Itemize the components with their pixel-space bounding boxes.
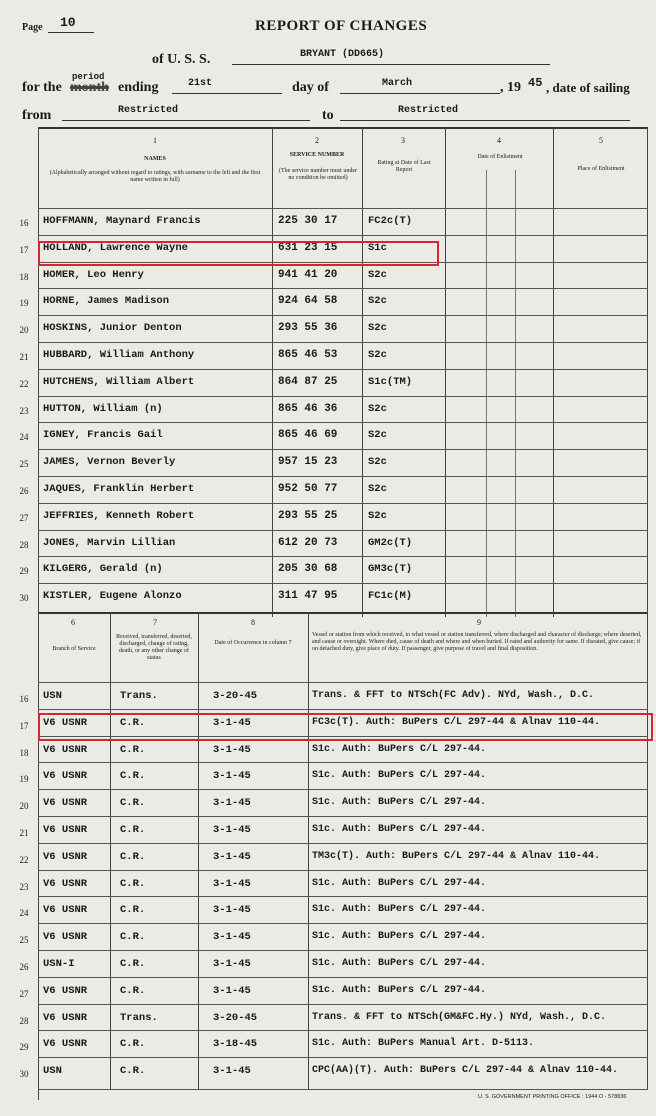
- top-table-left-border: [38, 127, 39, 617]
- top-row-divider: [38, 476, 648, 477]
- row-number: 26: [19, 486, 29, 496]
- top-row-divider: [38, 530, 648, 531]
- row-number: 16: [19, 218, 29, 228]
- highlight-box-row17-bottom: [38, 713, 653, 741]
- for-the-label: for the: [22, 80, 62, 95]
- branch-of-service: V6 USNR: [43, 744, 88, 756]
- row-number: 25: [19, 459, 29, 469]
- bottom-row-divider: [38, 682, 648, 683]
- col-divider-4: [553, 127, 554, 617]
- service-number: 311 47 95: [278, 590, 338, 602]
- change-of-status: C.R.: [120, 904, 146, 916]
- service-number: 293 55 36: [278, 322, 338, 334]
- report-title: REPORT OF CHANGES: [255, 18, 428, 34]
- branch-of-service: USN-I: [43, 958, 75, 970]
- service-number: 864 87 25: [278, 376, 338, 388]
- member-name: HUTCHENS, William Albert: [43, 376, 195, 388]
- date-of-occurrence: 3-1-45: [213, 931, 251, 943]
- row-number: 18: [19, 748, 29, 758]
- branch-of-service: V6 USNR: [43, 878, 88, 890]
- enlist-sub-divider-2: [515, 170, 516, 617]
- date-of-occurrence: 3-1-45: [213, 1065, 251, 1077]
- col6-title: Branch of Service: [52, 646, 96, 652]
- year-suffix: 45: [528, 76, 543, 90]
- service-number: 865 46 53: [278, 349, 338, 361]
- rating-last-report: FC1c(M): [368, 590, 413, 602]
- row-number: 30: [19, 593, 29, 603]
- to-label: to: [322, 108, 334, 123]
- to-underline: [340, 120, 630, 121]
- bottom-table-right-border: [647, 612, 648, 1090]
- member-name: KILGERG, Gerald (n): [43, 563, 163, 575]
- change-of-status: Trans.: [120, 690, 158, 702]
- margin-mark: [38, 1090, 39, 1100]
- branch-of-service: V6 USNR: [43, 904, 88, 916]
- remarks: Trans. & FFT to NTSch(GM&FC.Hy.) NYd, Wash., D.C.: [312, 1012, 607, 1023]
- col7-number: 7: [153, 618, 157, 627]
- row-number: 28: [19, 540, 29, 550]
- row-number: 23: [19, 406, 29, 416]
- rating-last-report: S2c: [368, 269, 387, 281]
- bottom-row-divider: [38, 1057, 648, 1058]
- ending-day: 21st: [188, 78, 213, 89]
- date-of-occurrence: 3-20-45: [213, 1012, 258, 1024]
- top-table-right-border: [647, 127, 648, 617]
- member-name: JEFFRIES, Kenneth Robert: [43, 510, 195, 522]
- change-of-status: C.R.: [120, 744, 146, 756]
- row-number: 28: [19, 1016, 29, 1026]
- change-of-status: C.R.: [120, 770, 146, 782]
- top-row-divider: [38, 422, 648, 423]
- bcol-divider-1: [110, 612, 111, 1090]
- bottom-row-divider: [38, 977, 648, 978]
- change-of-status: C.R.: [120, 985, 146, 997]
- top-row-divider: [38, 208, 648, 209]
- row-number: 21: [19, 352, 29, 362]
- change-of-status: C.R.: [120, 851, 146, 863]
- ship-name: BRYANT (DD665): [300, 49, 385, 60]
- bcol-divider-2: [198, 612, 199, 1090]
- change-of-status: C.R.: [120, 958, 146, 970]
- top-row-divider: [38, 369, 648, 370]
- member-name: HUTTON, William (n): [43, 403, 163, 415]
- bottom-row-divider: [38, 1030, 648, 1031]
- row-number: 20: [19, 325, 29, 335]
- month-underline: [340, 93, 500, 94]
- service-number: 957 15 23: [278, 456, 338, 468]
- top-row-divider: [38, 556, 648, 557]
- col3-number: 3: [401, 136, 405, 145]
- top-row-divider: [38, 342, 648, 343]
- branch-of-service: V6 USNR: [43, 985, 88, 997]
- row-number: 16: [19, 694, 29, 704]
- member-name: JAMES, Vernon Beverly: [43, 456, 176, 468]
- bottom-row-divider: [38, 870, 648, 871]
- service-number: 941 41 20: [278, 269, 338, 281]
- col8-number: 8: [251, 618, 255, 627]
- col1-title: NAMES: [144, 156, 166, 162]
- bottom-row-divider: [38, 789, 648, 790]
- date-of-occurrence: 3-1-45: [213, 985, 251, 997]
- date-of-occurrence: 3-18-45: [213, 1038, 258, 1050]
- row-number: 22: [19, 379, 29, 389]
- row-number: 27: [19, 513, 29, 523]
- rating-last-report: S2c: [368, 295, 387, 307]
- service-number: 924 64 58: [278, 295, 338, 307]
- member-name: IGNEY, Francis Gail: [43, 429, 163, 441]
- rating-last-report: FC2c(T): [368, 215, 413, 227]
- row-number: 19: [19, 774, 29, 784]
- remarks: S1c. Auth: BuPers C/L 297-44.: [312, 878, 487, 889]
- branch-of-service: V6 USNR: [43, 797, 88, 809]
- top-row-divider: [38, 583, 648, 584]
- member-name: HORNE, James Madison: [43, 295, 170, 307]
- top-row-divider: [38, 288, 648, 289]
- service-number: 631 23 15: [278, 242, 338, 254]
- bottom-row-divider: [38, 762, 648, 763]
- row-number: 22: [19, 855, 29, 865]
- rating-last-report: S2c: [368, 483, 387, 495]
- col1-desc: (Alphabetically arranged without regard to ratings, with surname to the left and the first name written in full): [49, 170, 261, 183]
- branch-of-service: V6 USNR: [43, 931, 88, 943]
- row-number: 24: [19, 432, 29, 442]
- to-value: Restricted: [398, 105, 459, 116]
- bottom-row-divider: [38, 923, 648, 924]
- branch-of-service: USN: [43, 690, 62, 702]
- enlist-sub-divider-1: [486, 170, 487, 617]
- row-number: 17: [19, 245, 29, 255]
- remarks: S1c. Auth: BuPers C/L 297-44.: [312, 797, 487, 808]
- ending-label: ending: [118, 80, 159, 95]
- page-label: Page: [22, 22, 43, 33]
- col7-title: Received, transferred, deserted, discharged, change of rating, death, or any other change of status: [116, 634, 192, 661]
- col-divider-1: [272, 127, 273, 617]
- remarks: S1c. Auth: BuPers Manual Art. D-5113.: [312, 1038, 535, 1049]
- date-of-occurrence: 3-1-45: [213, 770, 251, 782]
- day-of-label: day of: [292, 80, 329, 95]
- col1-number: 1: [153, 136, 157, 145]
- change-of-status: C.R.: [120, 878, 146, 890]
- rating-last-report: S2c: [368, 429, 387, 441]
- top-row-divider: [38, 449, 648, 450]
- remarks: S1c. Auth: BuPers C/L 297-44.: [312, 931, 487, 942]
- bottom-row-divider: [38, 950, 648, 951]
- page-number-underline: [48, 32, 94, 33]
- rating-last-report: S2c: [368, 403, 387, 415]
- row-number: 27: [19, 989, 29, 999]
- date-of-occurrence: 3-1-45: [213, 851, 251, 863]
- col9-number: 9: [477, 618, 481, 627]
- col-divider-3: [445, 127, 446, 617]
- bottom-row-divider: [38, 816, 648, 817]
- member-name: JONES, Marvin Lillian: [43, 537, 176, 549]
- bottom-table-bottom-border: [38, 1089, 648, 1090]
- bottom-table-left-border: [38, 612, 39, 1090]
- service-number: 293 55 25: [278, 510, 338, 522]
- change-of-status: C.R.: [120, 717, 146, 729]
- date-of-occurrence: 3-1-45: [213, 878, 251, 890]
- page-number: 10: [60, 15, 76, 30]
- top-row-divider: [38, 315, 648, 316]
- row-number: 23: [19, 882, 29, 892]
- bottom-table-top-border: [38, 612, 648, 614]
- day-underline: [172, 93, 282, 94]
- col2-number: 2: [315, 136, 319, 145]
- date-of-occurrence: 3-1-45: [213, 744, 251, 756]
- row-number: 30: [19, 1069, 29, 1079]
- branch-of-service: V6 USNR: [43, 824, 88, 836]
- remarks: S1c. Auth: BuPers C/L 297-44.: [312, 985, 487, 996]
- service-number: 952 50 77: [278, 483, 338, 495]
- branch-of-service: V6 USNR: [43, 770, 88, 782]
- remarks: S1c. Auth: BuPers C/L 297-44.: [312, 770, 487, 781]
- top-row-divider: [38, 396, 648, 397]
- service-number: 865 46 36: [278, 403, 338, 415]
- col5-title: Place of Enlistment: [577, 166, 625, 172]
- change-of-status: C.R.: [120, 931, 146, 943]
- remarks: TM3c(T). Auth: BuPers C/L 297-44 & Alnav 110-44.: [312, 851, 601, 862]
- year-prefix: , 19: [500, 80, 521, 95]
- highlight-box-row17-top: [38, 241, 439, 266]
- member-name: KISTLER, Eugene Alonzo: [43, 590, 182, 602]
- member-name: HOFFMANN, Maynard Francis: [43, 215, 201, 227]
- rating-last-report: S1c(TM): [368, 376, 413, 388]
- col3-title: Rating at Date of Last Report: [377, 160, 431, 173]
- row-number: 24: [19, 908, 29, 918]
- remarks: S1c. Auth: BuPers C/L 297-44.: [312, 904, 487, 915]
- service-number: 225 30 17: [278, 215, 338, 227]
- date-of-occurrence: 3-1-45: [213, 717, 251, 729]
- date-of-occurrence: 3-1-45: [213, 797, 251, 809]
- bottom-row-divider: [38, 709, 648, 710]
- date-of-occurrence: 3-1-45: [213, 958, 251, 970]
- change-of-status: C.R.: [120, 797, 146, 809]
- remarks: CPC(AA)(T). Auth: BuPers C/L 297-44 & Alnav 110-44.: [312, 1065, 619, 1076]
- of-uss-label: of U. S. S.: [152, 52, 211, 67]
- row-number: 18: [19, 272, 29, 282]
- gpo-imprint: U. S. GOVERNMENT PRINTING OFFICE : 1944 O - 578836: [478, 1094, 627, 1100]
- col2-desc: (The service number must under no condition be omitted): [279, 168, 357, 181]
- remarks: FC3c(T). Auth: BuPers C/L 297-44 & Alnav 110-44.: [312, 717, 601, 728]
- ship-underline: [232, 64, 550, 65]
- remarks: S1c. Auth: BuPers C/L 297-44.: [312, 744, 487, 755]
- service-number: 612 20 73: [278, 537, 338, 549]
- row-number: 19: [19, 298, 29, 308]
- rating-last-report: S1c: [368, 242, 387, 254]
- col4-number: 4: [497, 136, 501, 145]
- from-value: Restricted: [118, 105, 179, 116]
- col9-title: Vessel or station from which received, to what vessel or station transferred, where discharged and character of discharge; where deserted, and cause or oversight. Where died, cause of death and where and when buried. If rated and authority for same. If disrated, give cause; if on detached duty, give place of duty. If passenger, give purpose of travel and final disposition.: [312, 632, 642, 652]
- row-number: 25: [19, 935, 29, 945]
- change-of-status: Trans.: [120, 1012, 158, 1024]
- row-number: 21: [19, 828, 29, 838]
- top-row-divider: [38, 503, 648, 504]
- date-of-occurrence: 3-20-45: [213, 690, 258, 702]
- bottom-row-divider: [38, 896, 648, 897]
- col4-title: Date of Enlistment: [477, 154, 523, 160]
- remarks: S1c. Auth: BuPers C/L 297-44.: [312, 958, 487, 969]
- period-word: period: [72, 72, 105, 82]
- rating-last-report: S2c: [368, 456, 387, 468]
- change-of-status: C.R.: [120, 824, 146, 836]
- member-name: HOLLAND, Lawrence Wayne: [43, 242, 188, 254]
- row-number: 29: [19, 1042, 29, 1052]
- col5-number: 5: [599, 136, 603, 145]
- member-name: HOSKINS, Junior Denton: [43, 322, 182, 334]
- col2-title: SERVICE NUMBER: [289, 152, 345, 158]
- rating-last-report: GM3c(T): [368, 563, 413, 575]
- date-of-occurrence: 3-1-45: [213, 904, 251, 916]
- date-of-sailing-label: , date of sailing: [546, 80, 630, 95]
- rating-last-report: S2c: [368, 510, 387, 522]
- branch-of-service: V6 USNR: [43, 851, 88, 863]
- change-of-status: C.R.: [120, 1038, 146, 1050]
- branch-of-service: V6 USNR: [43, 717, 88, 729]
- col8-title: Date of Occurrence in column 7: [214, 640, 292, 646]
- change-of-status: C.R.: [120, 1065, 146, 1077]
- month-value: March: [382, 78, 413, 89]
- row-number: 29: [19, 566, 29, 576]
- member-name: HOMER, Leo Henry: [43, 269, 144, 281]
- date-of-occurrence: 3-1-45: [213, 824, 251, 836]
- row-number: 26: [19, 962, 29, 972]
- branch-of-service: USN: [43, 1065, 62, 1077]
- bcol-divider-3: [308, 612, 309, 1090]
- row-number: 20: [19, 801, 29, 811]
- top-table-top-border: [38, 127, 648, 129]
- branch-of-service: V6 USNR: [43, 1038, 88, 1050]
- member-name: HUBBARD, William Anthony: [43, 349, 195, 361]
- row-number: 17: [19, 721, 29, 731]
- bottom-row-divider: [38, 1004, 648, 1005]
- service-number: 865 46 69: [278, 429, 338, 441]
- rating-last-report: GM2c(T): [368, 537, 413, 549]
- top-row-divider: [38, 235, 648, 236]
- from-underline: [62, 120, 310, 121]
- from-label: from: [22, 108, 52, 123]
- col-divider-2: [362, 127, 363, 617]
- bottom-row-divider: [38, 843, 648, 844]
- service-number: 205 30 68: [278, 563, 338, 575]
- branch-of-service: V6 USNR: [43, 1012, 88, 1024]
- struck-month-word: month: [70, 80, 109, 95]
- rating-last-report: S2c: [368, 322, 387, 334]
- member-name: JAQUES, Franklin Herbert: [43, 483, 195, 495]
- rating-last-report: S2c: [368, 349, 387, 361]
- remarks: Trans. & FFT to NTSch(FC Adv). NYd, Wash., D.C.: [312, 690, 595, 701]
- col6-number: 6: [71, 618, 75, 627]
- remarks: S1c. Auth: BuPers C/L 297-44.: [312, 824, 487, 835]
